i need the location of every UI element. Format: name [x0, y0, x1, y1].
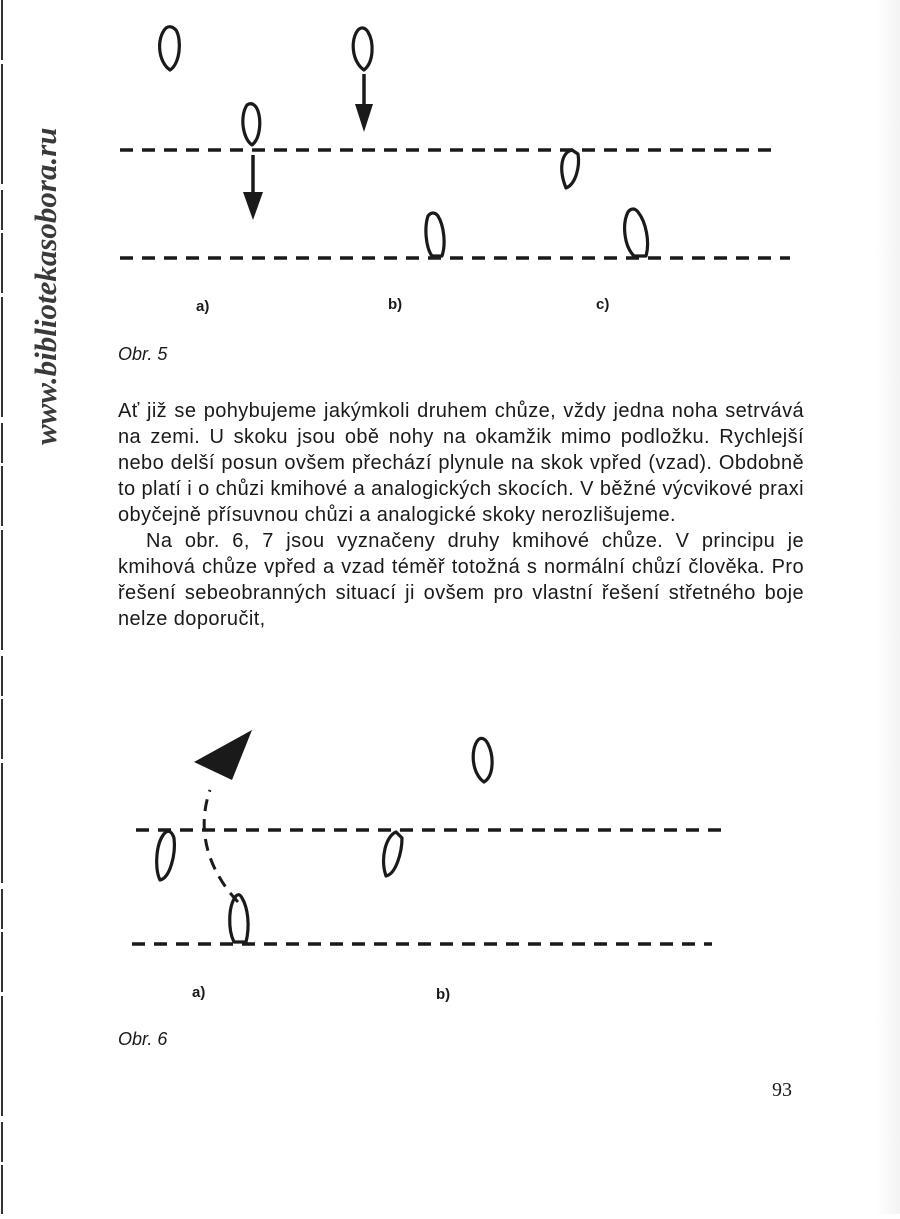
figure-6-caption: Obr. 6: [118, 1029, 168, 1049]
figure-5-caption: Obr. 5: [118, 344, 168, 364]
figure-5-label-c: c): [596, 296, 610, 313]
figure-6-label-b: b): [436, 986, 451, 1003]
foot-icon: [243, 104, 260, 145]
foot-icon: [160, 27, 180, 70]
paragraph-2: Na obr. 6, 7 jsou vyznačeny druhy kmihové chůze. V principu je kmihová chůze vpřed a vzad téměř totožná s normální chůzí člověka. Pro řešení sebeobranných situací ji ovšem pro vlastní řešení střetného boje nelze doporučit,: [118, 530, 804, 630]
watermark: www.bibliotekasobora.ru: [28, 127, 63, 445]
page-number: 93: [772, 1079, 792, 1101]
foot-icon: [157, 831, 175, 880]
foot-icon: [625, 209, 648, 256]
figure-6-label-a: a): [192, 984, 206, 1001]
arrow-down-icon: [243, 155, 263, 220]
figure-6-diagram: [0, 720, 900, 1020]
figure-5-diagram: [0, 0, 900, 300]
foot-icon: [353, 28, 372, 70]
foot-icon: [230, 895, 248, 942]
foot-icon: [384, 832, 402, 876]
arrow-down-icon: [355, 74, 373, 132]
paragraph-1: Ať již se pohybujeme jakýmkoli druhem chůze, vždy jedna noha setrvává na zemi. U skoku jsou obě nohy na okamžik mimo podložku. Rychlejší nebo delší posun ovšem přechází plynule na skok vpřed (vzad). Obdobně to platí i o chůzi kmihové a analogických skocích. V běžné výcvikové praxi obyčejně přísuvnou chůzi a analogické skoky nerozlišujeme.: [118, 400, 804, 526]
foot-icon: [562, 150, 579, 188]
body-text: [118, 398, 804, 632]
foot-icon: [473, 738, 492, 782]
figure-5-label-b: b): [388, 296, 403, 313]
curved-arrow-icon: [194, 730, 252, 902]
foot-icon: [426, 213, 444, 256]
figure-5-label-a: a): [196, 298, 210, 315]
